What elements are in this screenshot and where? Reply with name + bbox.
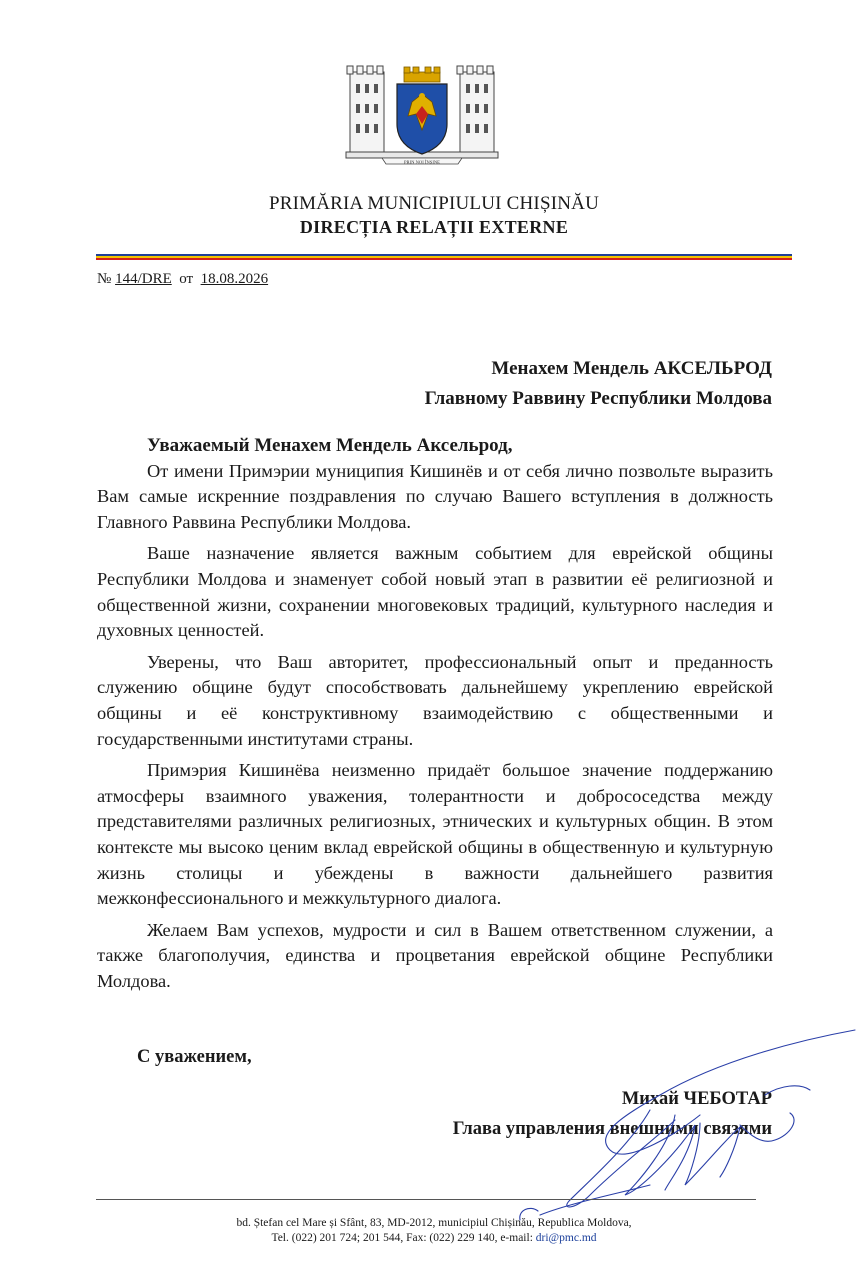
letter-closing: С уважением, <box>137 1047 252 1067</box>
letter-greeting: Уважаемый Менахем Мендель Аксельрод, <box>147 435 513 456</box>
letter-paragraph: Уверены, что Ваш авторитет, профессиональный опыт и преданность служению общине будут способствовать дальнейшему укреплению еврейской общины и её конструктивному взаимодействию с общественными и государственными институтами страны. <box>97 651 773 749</box>
department-name: DIRECȚIA RELAȚII EXTERNE <box>299 217 569 237</box>
footer-contacts <box>0 1231 868 1246</box>
letter-paragraph: Желаем Вам успехов, мудрости и сил в Вашем ответственном служении, а также благополучия, единства и процветания еврейской общине Республики Молдова. <box>97 919 773 991</box>
tricolor-divider <box>96 254 792 260</box>
signatory-block <box>453 1084 772 1144</box>
footer-contacts-text: Tel. (022) 201 724; 201 544, Fax: (022) 229 140, e-mail: <box>271 1232 536 1244</box>
organization-name: PRIMĂRIA MUNICIPIULUI CHIȘINĂU <box>268 193 600 214</box>
signatory-title: Глава управления внешними связями <box>452 1119 772 1139</box>
footer-divider <box>96 1199 756 1200</box>
recipient-title: Главному Раввину Республики Молдова <box>424 388 772 409</box>
recipient-block <box>425 354 772 414</box>
signatory-name: Михай ЧЕБОТАР <box>621 1089 772 1109</box>
letter-paragraph: Примэрия Кишинёва неизменно придаёт большое значение поддержанию атмосферы взаимного уважения, толерантности и добрососедства между представителями различных религиозных, этнических и культурных общин. В этом контексте мы высоко ценим вклад еврейской общины в общественную и культурную жизнь столицы и убеждены в важности дальнейшего развития межконфессионального и межкультурного диалога. <box>97 760 773 909</box>
reference-number-prefix: № <box>97 271 112 287</box>
letter-paragraph: От имени Примэрии муниципия Кишинёв и от себя лично позвольте выразить Вам самые искренние поздравления по случаю Вашего вступления в должность Главного Раввина Республики Молдова. <box>97 460 773 532</box>
letter-body <box>97 433 773 1000</box>
coat-of-arms-icon <box>342 64 502 170</box>
coat-of-arms-motto: PRIN NOI ÎNȘINE <box>404 159 440 165</box>
footer-email-link[interactable]: dri@pmc.md <box>535 1232 597 1244</box>
reference-from-word: от <box>179 271 194 287</box>
footer-address: bd. Ștefan cel Mare și Sfânt, 83, MD-2012, municipiul Chișinău, Republica Moldova, <box>236 1217 632 1229</box>
reference-line <box>97 271 268 288</box>
reference-number: 144/DRE <box>115 271 172 287</box>
recipient-name: Менахем Мендель АКСЕЛЬРОД <box>491 358 772 379</box>
reference-date: 18.08.2026 <box>200 271 269 287</box>
letter-paragraph: Ваше назначение является важным событием для еврейской общины Республики Молдова и знаменует собой новый этап в развитии её религиозной и общественной жизни, сохранении многовековых традиций, культурного наследия и духовных ценностей. <box>97 543 773 641</box>
